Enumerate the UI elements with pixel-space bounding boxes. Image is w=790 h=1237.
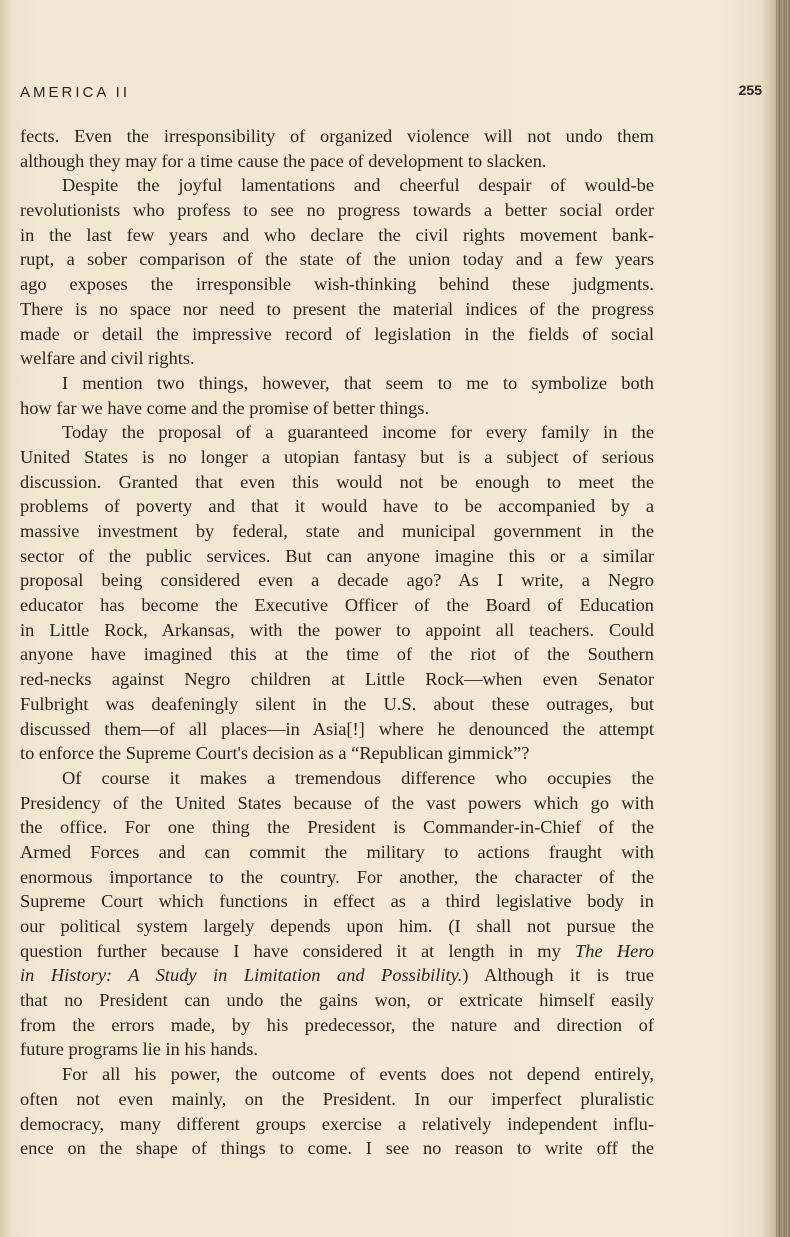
text-line: often not even mainly, on the President. In our imperfect pluralistic [20,1088,654,1109]
paragraph [20,173,654,371]
text-line: from the errors made, by his predecessor, the nature and direction of [20,1014,654,1035]
text-line: Today the proposal of a guaranteed income for every family in the [62,422,654,443]
text-line: in the last few years and who declare the civil rights movement bank- [20,224,654,245]
text-line: There is no space nor need to present the material indices of the progress [20,298,654,319]
text-line: For all his power, the outcome of events does not depend entirely, [62,1064,654,1085]
text-line: welfare and civil rights. [20,348,195,369]
text-line: Despite the joyful lamentations and cheerful despair of would-be [62,175,654,196]
body-text [20,124,654,1161]
book-title: The Hero [575,940,654,961]
text-line: enormous importance to the country. For another, the character of the [20,866,654,887]
text-fragment: ) Although it is true [462,965,654,986]
text-line: revolutionists who profess to see no progress towards a better social order [20,200,654,221]
paragraph [20,766,654,1062]
text-line: the office. For one thing the President is Commander-in-Chief of the [20,817,654,838]
text-line: anyone have imagined this at the time of the riot of the Southern [20,644,654,665]
text-line: massive investment by federal, state and municipal government in the [20,521,654,541]
book-title [20,965,462,985]
text-line: to enforce the Supreme Court's decision as a “Republican gimmick”? [20,743,530,764]
text-line: ago exposes the irresponsible wish-thinking behind these judgments. [20,274,654,295]
text-line: democracy, many different groups exercise a relatively independent influ- [20,1113,654,1134]
page-number: 255 [738,82,762,98]
text-line: I mention two things, however, that seem to me to symbolize both [62,372,654,393]
text-line: educator has become the Executive Officer of the Board of Education [20,595,654,616]
text-line: ence on the shape of things to come. I see no reason to write off the [20,1138,654,1159]
book-title-continued: History: A Study in Limitation and Possibility. [50,965,463,986]
text-line: Supreme Court which functions in effect as a third legislative body in [20,891,654,912]
text-line: proposal being considered even a decade ago? As I write, a Negro [20,570,654,591]
text-line: how far we have come and the promise of better things. [20,397,430,418]
text-fragment: in [20,965,35,986]
paragraph [20,124,654,173]
text-line [20,939,654,964]
text-line: future programs lie in his hands. [20,1039,259,1060]
text-line: although they may for a time cause the pace of development to slacken. [20,150,547,171]
text-line: in Little Rock, Arkansas, with the power to appoint all teachers. Could [20,619,654,640]
paragraph [20,420,654,766]
text-line: fects. Even the irresponsibility of organized violence will not undo them [20,126,654,146]
text-line: red-necks against Negro children at Little Rock—when even Senator [20,669,654,690]
text-line: problems of poverty and that it would have to be accompanied by a [20,496,654,517]
text-line: rupt, a sober comparison of the state of the union today and a few years [20,249,654,270]
paragraph [20,1062,654,1161]
text-fragment: question further because I have considered it at length in my [20,940,561,961]
text-line: made or detail the impressive record of legislation in the fields of social [20,323,654,344]
text-line: Presidency of the United States because of the vast powers which go with [20,792,654,813]
text-line: Armed Forces and can commit the military to actions fraught with [20,841,654,862]
paragraph [20,371,654,420]
text-line: Of course it makes a tremendous difference who occupies the [62,767,654,788]
text-line: our political system largely depends upon him. (I shall not pursue the [20,916,654,936]
text-line: discussed them—of all places—in Asia[!] where he denounced the attempt [20,718,654,739]
text-line: that no President can undo the gains won, or extricate himself easily [20,990,654,1011]
text-line: sector of the public services. But can anyone imagine this or a similar [20,545,654,566]
text-line: United States is no longer a utopian fantasy but is a subject of serious [20,446,654,467]
page-stack-edge [776,0,790,1237]
text-line [20,963,654,988]
page-header [20,80,762,104]
text-line: Fulbright was deafeningly silent in the U.S. about these outrages, but [20,693,654,714]
running-head: AMERICA II [20,84,131,101]
text-line: discussion. Granted that even this would not be enough to meet the [20,471,654,492]
